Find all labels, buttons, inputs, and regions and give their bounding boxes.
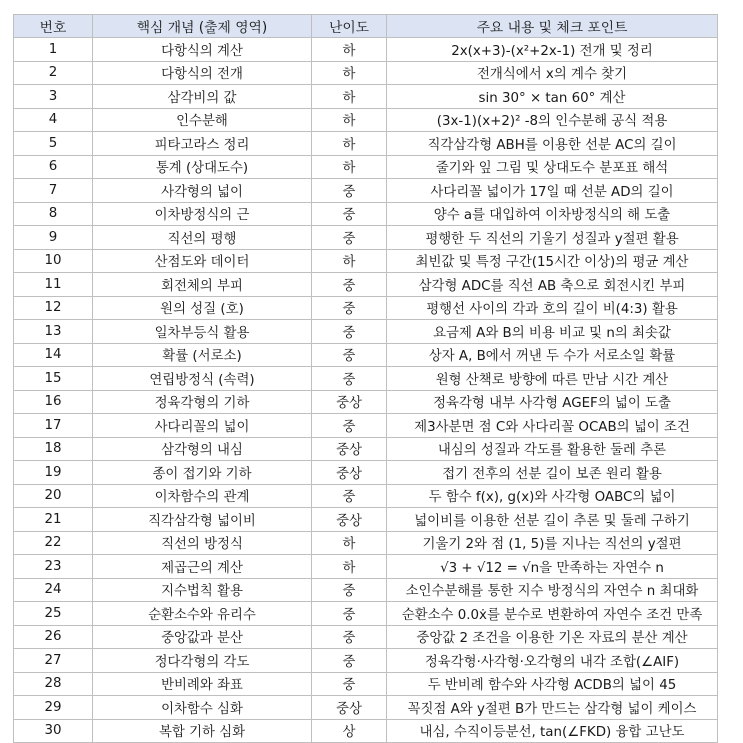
table-row bbox=[14, 484, 718, 508]
cell-concept: 이차함수의 관계 bbox=[93, 484, 312, 508]
cell-number: 6 bbox=[14, 155, 93, 179]
cell-difficulty: 중 bbox=[312, 179, 387, 203]
cell-difficulty: 중 bbox=[312, 226, 387, 250]
cell-concept: 종이 접기와 기하 bbox=[93, 461, 312, 485]
cell-difficulty: 하 bbox=[312, 155, 387, 179]
cell-difficulty: 중 bbox=[312, 320, 387, 344]
cell-concept: 복합 기하 심화 bbox=[93, 719, 312, 743]
table-row bbox=[14, 85, 718, 109]
cell-checkpoint: 2x(x+3)-(x²+2x-1) 전개 및 정리 bbox=[387, 38, 718, 62]
table-row bbox=[14, 719, 718, 743]
cell-difficulty: 중 bbox=[312, 296, 387, 320]
cell-concept: 정다각형의 각도 bbox=[93, 649, 312, 673]
cell-concept: 일차부등식 활용 bbox=[93, 320, 312, 344]
cell-checkpoint: 정육각형 내부 사각형 AGEF의 넓이 도출 bbox=[387, 390, 718, 414]
table-row bbox=[14, 320, 718, 344]
cell-number: 24 bbox=[14, 578, 93, 602]
table-row bbox=[14, 672, 718, 696]
cell-number: 28 bbox=[14, 672, 93, 696]
cell-checkpoint: 줄기와 잎 그림 및 상대도수 분포표 해석 bbox=[387, 155, 718, 179]
cell-difficulty: 하 bbox=[312, 108, 387, 132]
cell-checkpoint: 사다리꼴 넓이가 17일 때 선분 AD의 길이 bbox=[387, 179, 718, 203]
cell-concept: 다항식의 계산 bbox=[93, 38, 312, 62]
table-row bbox=[14, 155, 718, 179]
cell-checkpoint: 평행한 두 직선의 기울기 성질과 y절편 활용 bbox=[387, 226, 718, 250]
cell-checkpoint: 소인수분해를 통한 지수 방정식의 자연수 n 최대화 bbox=[387, 578, 718, 602]
table-row bbox=[14, 296, 718, 320]
cell-checkpoint: 순환소수 0.0ẋ를 분수로 변환하여 자연수 조건 만족 bbox=[387, 602, 718, 626]
cell-difficulty: 하 bbox=[312, 555, 387, 579]
cell-checkpoint: sin 30° × tan 60° 계산 bbox=[387, 85, 718, 109]
table-row bbox=[14, 414, 718, 438]
cell-difficulty: 하 bbox=[312, 38, 387, 62]
cell-concept: 제곱근의 계산 bbox=[93, 555, 312, 579]
cell-concept: 직선의 방정식 bbox=[93, 531, 312, 555]
cell-concept: 원의 성질 (호) bbox=[93, 296, 312, 320]
cell-concept: 중앙값과 분산 bbox=[93, 625, 312, 649]
cell-concept: 직각삼각형 넓이비 bbox=[93, 508, 312, 532]
cell-concept: 회전체의 부피 bbox=[93, 273, 312, 297]
table-row bbox=[14, 602, 718, 626]
table-row bbox=[14, 179, 718, 203]
cell-concept: 반비례와 좌표 bbox=[93, 672, 312, 696]
table-row bbox=[14, 437, 718, 461]
cell-number: 17 bbox=[14, 414, 93, 438]
cell-number: 15 bbox=[14, 367, 93, 391]
cell-number: 27 bbox=[14, 649, 93, 673]
cell-concept: 다항식의 전개 bbox=[93, 61, 312, 85]
cell-checkpoint: 직각삼각형 ABH를 이용한 선분 AC의 길이 bbox=[387, 132, 718, 156]
cell-difficulty: 중상 bbox=[312, 390, 387, 414]
table-row bbox=[14, 273, 718, 297]
cell-difficulty: 중 bbox=[312, 414, 387, 438]
cell-concept: 지수법칙 활용 bbox=[93, 578, 312, 602]
cell-concept: 삼각형의 내심 bbox=[93, 437, 312, 461]
table-row bbox=[14, 461, 718, 485]
table-row bbox=[14, 649, 718, 673]
cell-difficulty: 중상 bbox=[312, 508, 387, 532]
table-row bbox=[14, 132, 718, 156]
cell-concept: 사각형의 넓이 bbox=[93, 179, 312, 203]
cell-concept: 삼각비의 값 bbox=[93, 85, 312, 109]
problem-table-container bbox=[13, 14, 717, 743]
cell-checkpoint: 넓이비를 이용한 선분 길이 추론 및 둘레 구하기 bbox=[387, 508, 718, 532]
cell-checkpoint: √3 + √12 = √n을 만족하는 자연수 n bbox=[387, 555, 718, 579]
cell-difficulty: 중 bbox=[312, 273, 387, 297]
cell-checkpoint: (3x-1)(x+2)² -8의 인수분해 공식 적용 bbox=[387, 108, 718, 132]
cell-checkpoint: 전개식에서 x의 계수 찾기 bbox=[387, 61, 718, 85]
cell-number: 18 bbox=[14, 437, 93, 461]
cell-difficulty: 상 bbox=[312, 719, 387, 743]
cell-checkpoint: 원형 산책로 방향에 따른 만남 시간 계산 bbox=[387, 367, 718, 391]
cell-checkpoint: 내심의 성질과 각도를 활용한 둘레 추론 bbox=[387, 437, 718, 461]
cell-checkpoint: 상자 A, B에서 꺼낸 두 수가 서로소일 확률 bbox=[387, 343, 718, 367]
cell-difficulty: 중상 bbox=[312, 696, 387, 720]
cell-number: 30 bbox=[14, 719, 93, 743]
cell-difficulty: 하 bbox=[312, 61, 387, 85]
cell-checkpoint: 두 함수 f(x), g(x)와 사각형 OABC의 넓이 bbox=[387, 484, 718, 508]
cell-checkpoint: 내심, 수직이등분선, tan(∠FKD) 융합 고난도 bbox=[387, 719, 718, 743]
cell-checkpoint: 중앙값 2 조건을 이용한 기온 자료의 분산 계산 bbox=[387, 625, 718, 649]
cell-difficulty: 하 bbox=[312, 531, 387, 555]
cell-difficulty: 중 bbox=[312, 625, 387, 649]
cell-concept: 확률 (서로소) bbox=[93, 343, 312, 367]
cell-number: 10 bbox=[14, 249, 93, 273]
cell-number: 8 bbox=[14, 202, 93, 226]
cell-checkpoint: 기울기 2와 점 (1, 5)를 지나는 직선의 y절편 bbox=[387, 531, 718, 555]
table-row bbox=[14, 578, 718, 602]
cell-number: 20 bbox=[14, 484, 93, 508]
table-row bbox=[14, 38, 718, 62]
cell-checkpoint: 꼭짓점 A와 y절편 B가 만드는 삼각형 넓이 케이스 bbox=[387, 696, 718, 720]
table-row bbox=[14, 202, 718, 226]
cell-checkpoint: 두 반비례 함수와 사각형 ACDB의 넓이 45 bbox=[387, 672, 718, 696]
cell-concept: 통계 (상대도수) bbox=[93, 155, 312, 179]
table-row bbox=[14, 696, 718, 720]
table-row bbox=[14, 555, 718, 579]
cell-concept: 인수분해 bbox=[93, 108, 312, 132]
cell-difficulty: 하 bbox=[312, 132, 387, 156]
header-difficulty: 난이도 bbox=[312, 15, 387, 38]
cell-difficulty: 중 bbox=[312, 343, 387, 367]
cell-checkpoint: 최빈값 및 특정 구간(15시간 이상)의 평균 계산 bbox=[387, 249, 718, 273]
cell-number: 23 bbox=[14, 555, 93, 579]
cell-number: 25 bbox=[14, 602, 93, 626]
cell-difficulty: 중상 bbox=[312, 437, 387, 461]
cell-number: 16 bbox=[14, 390, 93, 414]
cell-checkpoint: 삼각형 ADC를 직선 AB 축으로 회전시킨 부피 bbox=[387, 273, 718, 297]
cell-concept: 순환소수와 유리수 bbox=[93, 602, 312, 626]
cell-number: 12 bbox=[14, 296, 93, 320]
cell-number: 29 bbox=[14, 696, 93, 720]
table-row bbox=[14, 226, 718, 250]
cell-checkpoint: 양수 a를 대입하여 이차방정식의 해 도출 bbox=[387, 202, 718, 226]
cell-number: 1 bbox=[14, 38, 93, 62]
cell-number: 21 bbox=[14, 508, 93, 532]
cell-number: 5 bbox=[14, 132, 93, 156]
table-body bbox=[14, 38, 718, 743]
cell-difficulty: 중 bbox=[312, 672, 387, 696]
cell-checkpoint: 평행선 사이의 각과 호의 길이 비(4:3) 활용 bbox=[387, 296, 718, 320]
cell-difficulty: 중 bbox=[312, 649, 387, 673]
cell-concept: 피타고라스 정리 bbox=[93, 132, 312, 156]
header-concept: 핵심 개념 (출제 영역) bbox=[93, 15, 312, 38]
cell-number: 13 bbox=[14, 320, 93, 344]
cell-difficulty: 중 bbox=[312, 202, 387, 226]
table-row bbox=[14, 367, 718, 391]
cell-number: 4 bbox=[14, 108, 93, 132]
cell-number: 14 bbox=[14, 343, 93, 367]
cell-number: 26 bbox=[14, 625, 93, 649]
cell-number: 2 bbox=[14, 61, 93, 85]
cell-checkpoint: 요금제 A와 B의 비용 비교 및 n의 최솟값 bbox=[387, 320, 718, 344]
cell-checkpoint: 제3사분면 점 C와 사다리꼴 OCAB의 넓이 조건 bbox=[387, 414, 718, 438]
cell-checkpoint: 접기 전후의 선분 길이 보존 원리 활용 bbox=[387, 461, 718, 485]
cell-concept: 산점도와 데이터 bbox=[93, 249, 312, 273]
cell-number: 3 bbox=[14, 85, 93, 109]
cell-checkpoint: 정육각형·사각형·오각형의 내각 조합(∠AIF) bbox=[387, 649, 718, 673]
cell-concept: 연립방정식 (속력) bbox=[93, 367, 312, 391]
table-row bbox=[14, 61, 718, 85]
cell-difficulty: 중 bbox=[312, 578, 387, 602]
header-number: 번호 bbox=[14, 15, 93, 38]
cell-concept: 이차함수 심화 bbox=[93, 696, 312, 720]
table-row bbox=[14, 108, 718, 132]
cell-concept: 사다리꼴의 넓이 bbox=[93, 414, 312, 438]
cell-number: 11 bbox=[14, 273, 93, 297]
cell-concept: 정육각형의 기하 bbox=[93, 390, 312, 414]
table-row bbox=[14, 343, 718, 367]
cell-number: 7 bbox=[14, 179, 93, 203]
cell-concept: 직선의 평행 bbox=[93, 226, 312, 250]
cell-number: 9 bbox=[14, 226, 93, 250]
table-row bbox=[14, 390, 718, 414]
cell-number: 22 bbox=[14, 531, 93, 555]
cell-difficulty: 중 bbox=[312, 484, 387, 508]
problem-table bbox=[13, 14, 718, 743]
cell-difficulty: 중 bbox=[312, 367, 387, 391]
table-row bbox=[14, 508, 718, 532]
cell-difficulty: 하 bbox=[312, 85, 387, 109]
table-row bbox=[14, 625, 718, 649]
table-row bbox=[14, 531, 718, 555]
cell-difficulty: 하 bbox=[312, 249, 387, 273]
cell-concept: 이차방정식의 근 bbox=[93, 202, 312, 226]
table-row bbox=[14, 249, 718, 273]
header-checkpoint: 주요 내용 및 체크 포인트 bbox=[387, 15, 718, 38]
cell-number: 19 bbox=[14, 461, 93, 485]
cell-difficulty: 중 bbox=[312, 602, 387, 626]
table-header-row bbox=[14, 15, 718, 38]
cell-difficulty: 중상 bbox=[312, 461, 387, 485]
